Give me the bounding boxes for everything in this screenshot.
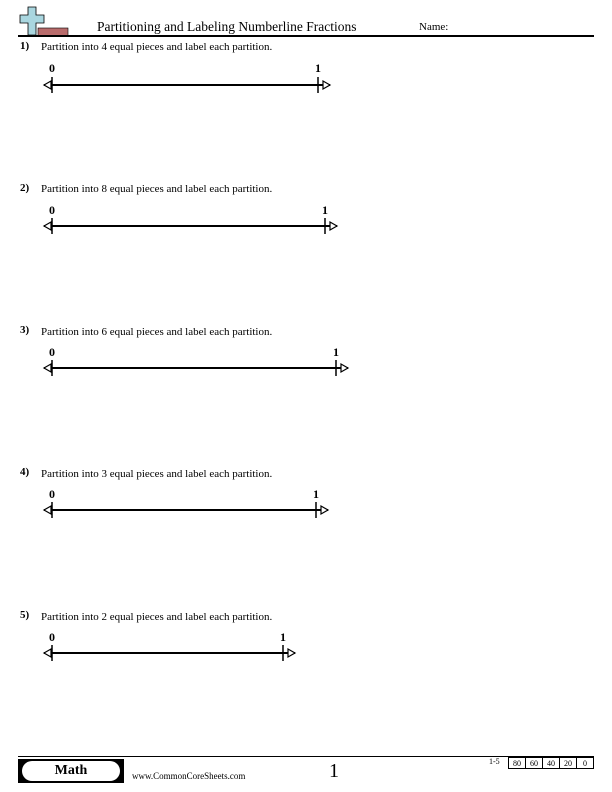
numberline-start-label: 0 [49, 630, 55, 644]
number-line [40, 358, 360, 378]
problem-instruction: Partition into 2 equal pieces and label each partition. [41, 611, 273, 623]
header-divider [18, 35, 594, 37]
numberline-start-label: 0 [49, 203, 55, 217]
numberline-end-label: 1 [280, 630, 286, 644]
problem-instruction: Partition into 6 equal pieces and label each partition. [41, 326, 273, 338]
problem-instruction: Partition into 8 equal pieces and label each partition. [41, 183, 273, 195]
numberline-start-label: 0 [49, 487, 55, 501]
plus-sign-logo-icon [18, 5, 70, 37]
score-cell: 20 [560, 758, 577, 769]
website-link: www.CommonCoreSheets.com [132, 771, 246, 781]
problem-number: 5) [20, 609, 30, 621]
score-cell: 60 [526, 758, 543, 769]
score-range: 1-5 [489, 757, 500, 766]
page-number: 1 [329, 760, 339, 782]
problem-number: 2) [20, 182, 30, 194]
numberline-end-label: 1 [313, 487, 319, 501]
number-line [40, 75, 340, 95]
problem-instruction: Partition into 3 equal pieces and label each partition. [41, 468, 273, 480]
problem-number: 3) [20, 324, 30, 336]
number-line [40, 216, 350, 236]
numberline-start-label: 0 [49, 345, 55, 359]
score-cell: 40 [543, 758, 560, 769]
name-field-label: Name: [419, 21, 449, 33]
number-line [40, 643, 310, 663]
numberline-start-label: 0 [49, 61, 55, 75]
problem-number: 1) [20, 40, 30, 52]
page-title: Partitioning and Labeling Numberline Fractions [97, 19, 357, 34]
problem-number: 4) [20, 466, 30, 478]
numberline-end-label: 1 [322, 203, 328, 217]
score-table [508, 757, 594, 769]
subject-badge [18, 759, 124, 783]
number-line [40, 500, 340, 520]
score-cell: 0 [577, 758, 594, 769]
problem-instruction: Partition into 4 equal pieces and label each partition. [41, 41, 273, 53]
numberline-end-label: 1 [315, 61, 321, 75]
subject-label: Math [22, 761, 120, 781]
score-cell: 80 [509, 758, 526, 769]
numberline-end-label: 1 [333, 345, 339, 359]
